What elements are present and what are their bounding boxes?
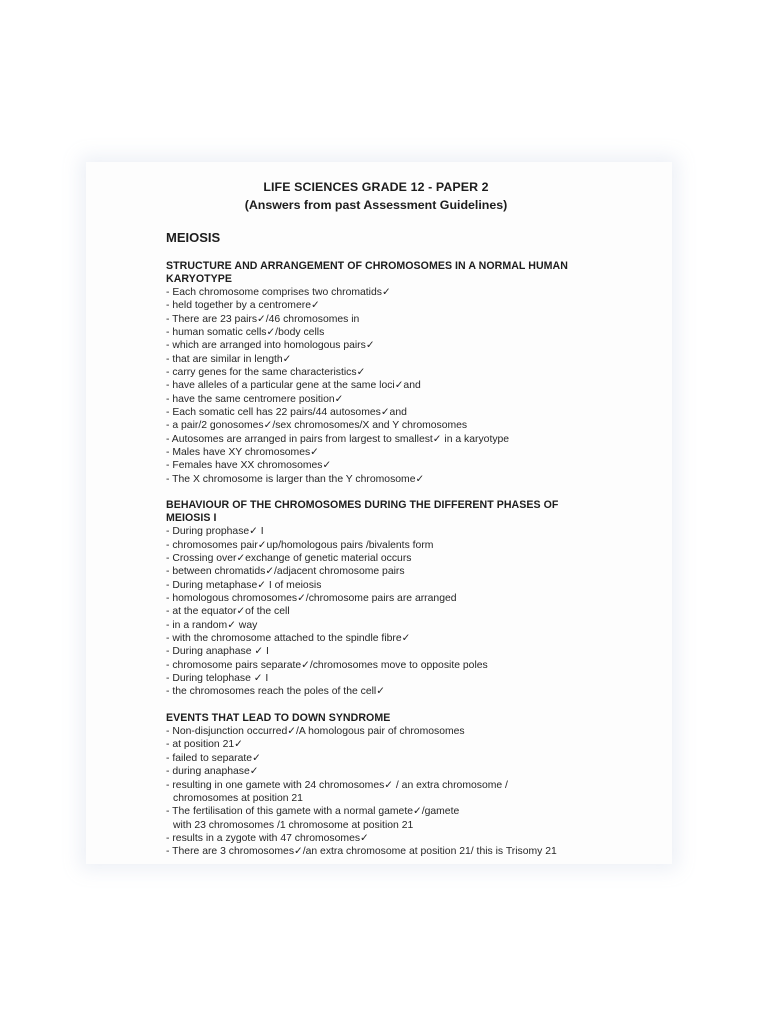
- list-item: - Each somatic cell has 22 pairs/44 autosomes✓and: [166, 407, 407, 419]
- section-list: [166, 286, 586, 486]
- list-item: - Each chromosome comprises two chromatids✓: [166, 287, 391, 298]
- list-item: - During anaphase ✓ I: [166, 646, 269, 658]
- list-item: with 23 chromosomes /1 chromosome at position 21: [173, 819, 414, 831]
- list-item: - a pair/2 gonosomes✓/sex chromosomes/X and Y chromosomes: [166, 420, 468, 432]
- list-item: - The X chromosome is larger than the Y chromosome✓: [166, 473, 425, 485]
- list-item: - During prophase✓ I: [166, 526, 264, 538]
- list-item: - between chromatids✓/adjacent chromosome pairs: [166, 566, 405, 578]
- list-item: - There are 23 pairs✓/46 chromosomes in: [166, 313, 360, 325]
- section-heading: STRUCTURE AND ARRANGEMENT OF CHROMOSOMES IN A NORMAL HUMAN KARYOTYPE: [166, 260, 568, 285]
- list-item: - results in a zygote with 47 chromosomes✓: [166, 832, 369, 844]
- section-list: [166, 725, 586, 858]
- topic-heading: MEIOSIS: [166, 230, 221, 245]
- list-item: - resulting in one gamete with 24 chromosomes✓ / an extra chromosome /: [166, 779, 508, 791]
- list-item: - have alleles of a particular gene at the same loci✓and: [166, 380, 421, 392]
- document-subtitle: (Answers from past Assessment Guidelines): [244, 198, 508, 212]
- list-item: - failed to separate✓: [166, 752, 261, 764]
- section-list: [166, 525, 586, 698]
- list-item: - During telophase ✓ I: [166, 672, 269, 684]
- list-item: - at position 21✓: [166, 739, 243, 751]
- list-item: - chromosome pairs separate✓/chromosomes move to opposite poles: [166, 659, 488, 671]
- section-heading: BEHAVIOUR OF THE CHROMOSOMES DURING THE DIFFERENT PHASES OF MEIOSIS I: [166, 499, 559, 524]
- sections-container: [166, 260, 586, 859]
- document-content: [166, 178, 586, 859]
- list-item: - The fertilisation of this gamete with a normal gamete✓/gamete: [166, 806, 460, 818]
- section-heading: EVENTS THAT LEAD TO DOWN SYNDROME: [166, 711, 391, 724]
- list-item: - homologous chromosomes✓/chromosome pairs are arranged: [166, 592, 457, 604]
- list-item: chromosomes at position 21: [173, 792, 303, 804]
- list-item: - held together by a centromere✓: [166, 300, 320, 312]
- list-item: - that are similar in length✓: [166, 353, 292, 365]
- list-item: - There are 3 chromosomes✓/an extra chromosome at position 21/ this is Trisomy 21: [166, 846, 557, 858]
- list-item: - Males have XY chromosomes✓: [166, 447, 319, 459]
- list-item: - at the equator✓of the cell: [166, 606, 290, 618]
- document-title: LIFE SCIENCES GRADE 12 - PAPER 2: [263, 180, 489, 194]
- list-item: - have the same centromere position✓: [166, 393, 344, 405]
- list-item: - in a random✓ way: [166, 619, 258, 631]
- list-item: - Crossing over✓exchange of genetic material occurs: [166, 552, 412, 564]
- list-item: - which are arranged into homologous pairs✓: [166, 340, 375, 352]
- list-item: - the chromosomes reach the poles of the cell✓: [166, 686, 385, 698]
- list-item: - Females have XX chromosomes✓: [166, 460, 332, 472]
- list-item: - carry genes for the same characteristics✓: [166, 367, 366, 379]
- list-item: - human somatic cells✓/body cells: [166, 327, 325, 339]
- list-item: - During metaphase✓ I of meiosis: [166, 579, 322, 591]
- list-item: - during anaphase✓: [166, 766, 259, 778]
- list-item: - Non-disjunction occurred✓/A homologous pair of chromosomes: [166, 726, 465, 738]
- list-item: - with the chromosome attached to the spindle fibre✓: [166, 632, 411, 644]
- list-item: - chromosomes pair✓up/homologous pairs /bivalents form: [166, 539, 434, 551]
- list-item: - Autosomes are arranged in pairs from largest to smallest✓ in a karyotype: [166, 433, 510, 445]
